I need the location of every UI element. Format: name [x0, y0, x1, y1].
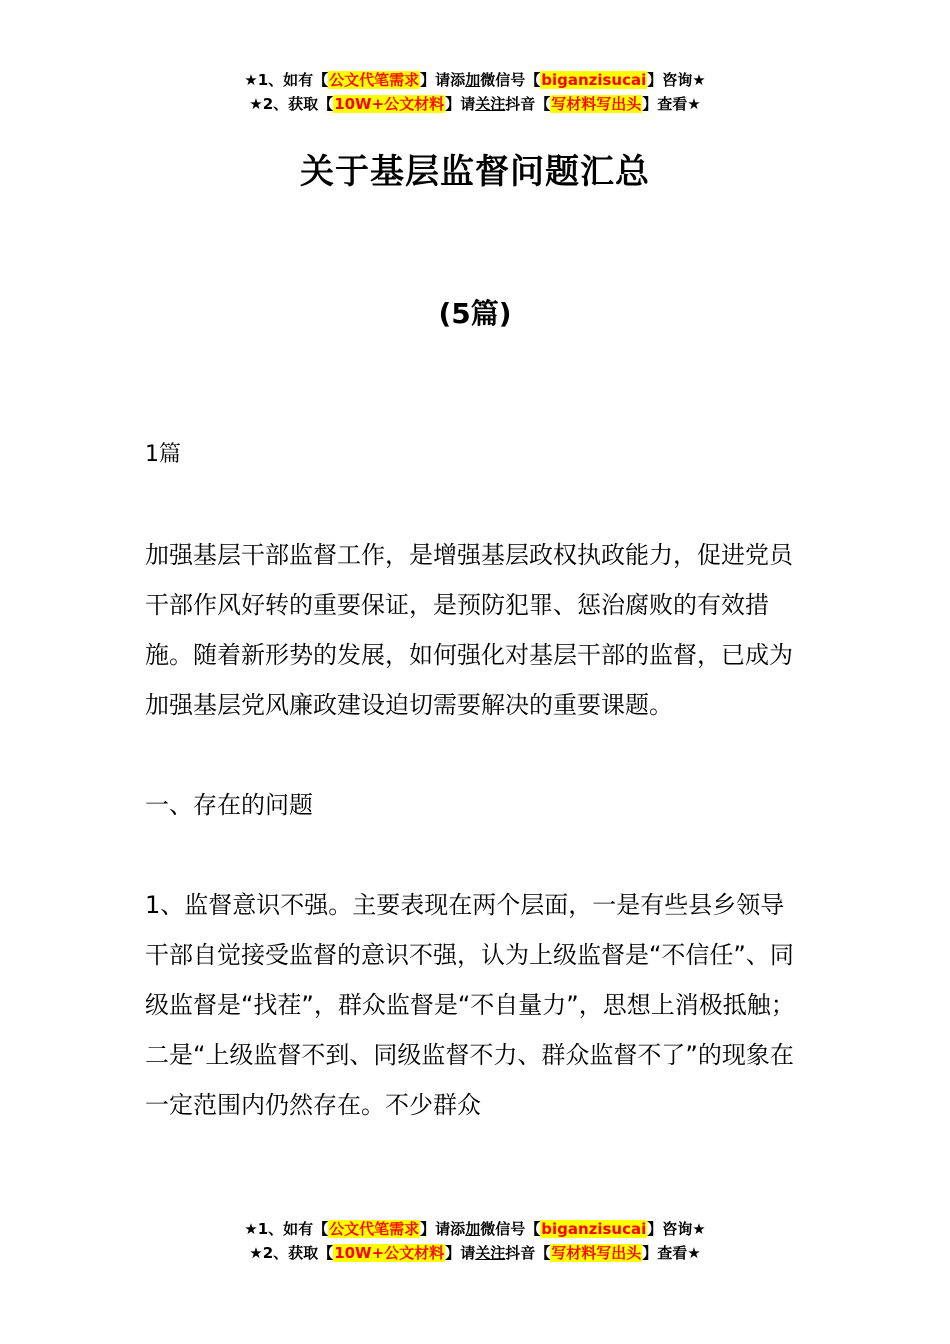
banner-text: 微信号【 — [480, 71, 541, 89]
intro-paragraph: 加强基层干部监督工作，是增强基层政权执政能力，促进党员干部作风好转的重要保证，是预防犯罪、惩治腐败的有效措施。随着新形势的发展，如何强化对基层干部的监督，已成为加强基层党风廉政建设迫切需要解决的重要课题。 — [145, 541, 793, 719]
highlight-douyin-account: 写材料写出头 — [551, 95, 642, 113]
banner-text: ★2、获取【 — [249, 95, 334, 113]
top-banner — [0, 68, 950, 116]
section-heading: 一、存在的问题 — [145, 791, 313, 819]
section-label: 1篇 — [145, 442, 181, 467]
highlight-douyin-account: 写材料写出头 — [551, 1244, 642, 1262]
banner-text: ★1、如有【 — [244, 71, 329, 89]
banner-line-1 — [0, 1217, 950, 1241]
banner-text: 】咨询★ — [647, 71, 706, 89]
document-title: 关于基层监督问题汇总 — [300, 152, 650, 192]
highlight-materials: 10W+公文材料 — [334, 95, 445, 113]
banner-text: 】请 — [445, 95, 476, 113]
body-paragraph: 1、监督意识不强。主要表现在两个层面，一是有些县乡领导干部自觉接受监督的意识不强，认为上级监督是“不信任”、同级监督是“找茬”，群众监督是“不自量力”，思想上消极抵触；二是“上级监督不到、同级监督不力、群众监督不了”的现象在一定范围内仍然存在。不少群众 — [145, 891, 795, 1119]
banner-text: 抖音【 — [505, 95, 551, 113]
highlight-materials: 10W+公文材料 — [334, 1244, 445, 1262]
banner-text: ★1、如有【 — [244, 1220, 329, 1238]
banner-text: 】查看★ — [642, 95, 701, 113]
highlight-wechat-id: biganzisucai — [541, 71, 647, 89]
banner-line-2 — [0, 1241, 950, 1265]
highlight-ghostwriting: 公文代笔需求 — [329, 1220, 420, 1238]
banner-text: 】请添 — [420, 1220, 466, 1238]
banner-text: 】请添 — [420, 71, 466, 89]
bottom-banner — [0, 1217, 950, 1265]
document-subtitle: (5篇) — [438, 297, 512, 330]
banner-text: 微信号【 — [480, 1220, 541, 1238]
banner-underlined-text: 关注 — [475, 95, 506, 113]
highlight-ghostwriting: 公文代笔需求 — [329, 71, 420, 89]
banner-line-1 — [0, 68, 950, 92]
highlight-wechat-id: biganzisucai — [541, 1220, 647, 1238]
banner-text: 】请 — [445, 1244, 476, 1262]
banner-underlined-text: 加 — [465, 71, 481, 89]
banner-line-2 — [0, 92, 950, 116]
banner-text: 抖音【 — [505, 1244, 551, 1262]
banner-text: ★2、获取【 — [249, 1244, 334, 1262]
banner-text: 】查看★ — [642, 1244, 701, 1262]
document-body — [145, 430, 807, 1130]
banner-underlined-text: 加 — [465, 1220, 481, 1238]
banner-text: 】咨询★ — [647, 1220, 706, 1238]
banner-underlined-text: 关注 — [475, 1244, 506, 1262]
